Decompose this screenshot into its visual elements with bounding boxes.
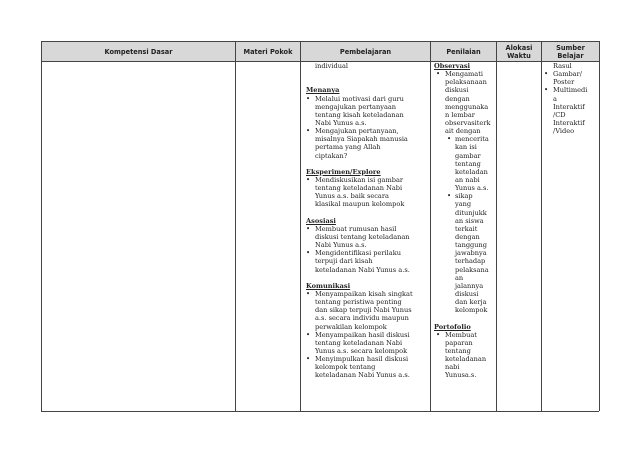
- menanya-item-1-line: • Melalui motivasi dari guru: [315, 95, 413, 103]
- observasi-subitem-2-line: an: [455, 273, 464, 282]
- observasi-subitem-2-line: kelompok: [455, 306, 488, 315]
- komunikasi-item-3: [306, 355, 413, 379]
- pembelajaran-cont-line: individual: [315, 62, 349, 70]
- eksperimen-item-1-line: tentang keteladanan Nabi: [315, 184, 403, 193]
- komunikasi-heading: Komunikasi: [306, 281, 351, 290]
- header-materi-pokok-text: Materi Pokok: [243, 47, 293, 56]
- asosiasi-item-1-line: • Membuat rumusan hasil: [315, 225, 413, 233]
- observasi-item-1-line: n lembar: [445, 110, 475, 119]
- komunikasi-item-1: [306, 290, 413, 331]
- asosiasi-heading: Asosiasi: [306, 216, 336, 225]
- observasi-item-1-line: observasiterk: [445, 118, 491, 127]
- menanya-heading: Menanya: [306, 86, 340, 95]
- sumber-item-1: [544, 70, 587, 86]
- sumber-cont-line: Rasul: [553, 62, 572, 70]
- asosiasi-item-2: [306, 249, 413, 273]
- observasi-item-1-line: • Mengamati: [445, 70, 490, 78]
- asosiasi-item-2-line: keteladanan Nabi Yunus a.s.: [315, 265, 410, 274]
- asosiasi-item-2-line: terpuji dari kisah: [315, 257, 373, 266]
- komunikasi-item-2: [306, 331, 413, 355]
- sumber-item-2: [544, 86, 587, 135]
- header-sumber-text-2: Belajar: [557, 51, 584, 60]
- komunikasi-item-1-line: tentang peristiwa penting: [315, 298, 402, 307]
- observasi-heading: Observasi: [434, 62, 471, 70]
- table-border-col3: [300, 41, 301, 411]
- observasi-item-1-line: diskusi: [445, 86, 469, 95]
- observasi-subitem-2-line: • sikap: [455, 192, 490, 200]
- observasi-subitem-2-line: an siswa: [455, 216, 484, 225]
- header-kompetensi-dasar-text: Kompetensi Dasar: [104, 47, 173, 56]
- observasi-subitem-2-line: terhadap: [455, 257, 486, 266]
- komunikasi-item-3-line: keteladanan Nabi Yunus a.s.: [315, 371, 410, 380]
- portofolio-item-1-line: Yunusa.s.: [445, 371, 477, 380]
- observasi-item-1: [434, 70, 490, 135]
- header-penilaian-text: Penilaian: [446, 47, 481, 56]
- observasi-subitem-1-line: • mencerita: [455, 135, 490, 143]
- observasi-subitem-2-line: pelaksana: [455, 265, 489, 274]
- menanya-item-1-line: mengajukan pertanyaan: [315, 102, 397, 111]
- eksperimen-item-1-line: klasikal maupun kelompok: [315, 200, 405, 209]
- menanya-item-2-line: • Mengajukan pertanyaan,: [315, 127, 413, 135]
- sumber-item-2-line: • Multimedi: [553, 86, 587, 94]
- table-bottom-border: [41, 411, 599, 412]
- portofolio-item-1-line: paparan: [445, 338, 473, 347]
- observasi-item-1-line: menggunaka: [445, 102, 489, 111]
- portofolio-item-1-line: tentang: [445, 346, 471, 355]
- header-alokasi-text-1: Alokasi: [505, 43, 533, 52]
- komunikasi-item-2-line: • Menyampaikan hasil diskusi: [315, 331, 413, 339]
- observasi-subitem-2-line: jalannya: [455, 281, 484, 290]
- eksperimen-item-1: [306, 176, 413, 209]
- portofolio-item-1-line: keteladanan: [445, 355, 487, 364]
- menanya-item-2-line: ciptakan?: [315, 151, 348, 160]
- menanya-item-2: [306, 127, 413, 160]
- observasi-subitem-1-line: kan isi: [455, 143, 477, 152]
- observasi-item-1-line: ait dengan: [445, 127, 481, 136]
- table-border-col6: [541, 41, 542, 411]
- header-alokasi-waktu: [497, 42, 541, 61]
- portofolio-item-1-line: nabi: [445, 363, 460, 372]
- header-pembelajaran: [301, 42, 430, 61]
- komunikasi-item-3-line: kelompok tentang: [315, 363, 376, 372]
- observasi-subitem-1-line: Yunus a.s.: [455, 184, 489, 193]
- observasi-subitem-2-line: ditunjukk: [455, 208, 487, 217]
- portofolio-item-1-line: • Membuat: [445, 331, 490, 339]
- header-pembelajaran-text: Pembelajaran: [339, 47, 392, 56]
- observasi-subitem-1-line: tentang: [455, 159, 481, 168]
- asosiasi-item-1: [306, 225, 413, 249]
- header-alokasi-text-2: Waktu: [507, 51, 531, 60]
- observasi-subitem-1-line: gambar: [455, 151, 481, 160]
- table-border-left: [41, 41, 42, 411]
- header-kompetensi-dasar: [42, 42, 235, 61]
- portofolio-item-1: [434, 331, 490, 380]
- observasi-subitem-2: [434, 192, 490, 314]
- observasi-subitem-2-line: dengan: [455, 232, 480, 241]
- sumber-cell: [544, 62, 587, 135]
- portofolio-heading: Portofolio: [434, 322, 471, 331]
- sumber-item-1-line: • Gambar/: [553, 70, 587, 78]
- observasi-item-1-line: pelaksanaan: [445, 78, 487, 87]
- table-border-right: [599, 41, 600, 411]
- observasi-subitem-2-line: dan kerja: [455, 298, 487, 307]
- observasi-subitem-1: [434, 135, 490, 192]
- header-sumber-text-1: Sumber: [556, 43, 585, 52]
- observasi-subitem-2-line: jawabnya: [455, 249, 487, 258]
- eksperimen-item-1-line: Yunus a.s. baik secara: [315, 192, 389, 201]
- header-materi-pokok: [236, 42, 300, 61]
- menanya-item-2-line: misalnya Siapakah manusia: [315, 135, 408, 144]
- komunikasi-item-3-line: • Menyimpulkan hasil diskusi: [315, 355, 413, 363]
- table-border-col5: [496, 41, 497, 411]
- pembelajaran-cell: [306, 62, 413, 379]
- table-border-col4: [430, 41, 431, 411]
- eksperimen-item-1-line: • Mendiskusikan isi gambar: [315, 176, 413, 184]
- header-sumber-belajar: [542, 42, 599, 61]
- komunikasi-item-1-line: dan sikap terpuji Nabi Yunus: [315, 306, 412, 315]
- observasi-item-1-line: dengan: [445, 94, 470, 103]
- asosiasi-item-2-line: • Mengidentifikasi perilaku: [315, 249, 413, 257]
- menanya-item-1: [306, 95, 413, 128]
- asosiasi-item-1-line: Nabi Yunus a.s.: [315, 241, 367, 250]
- komunikasi-item-1-line: perwakilan kelompok: [315, 322, 387, 331]
- komunikasi-item-2-line: Yunus a.s. secara kelompok: [315, 346, 408, 355]
- sumber-item-2-line: /CD: [553, 110, 566, 119]
- komunikasi-item-1-line: • Menyampaikan kisah singkat: [315, 290, 413, 298]
- asosiasi-item-1-line: diskusi tentang keteladanan: [315, 232, 410, 241]
- sumber-item-2-line: Interaktif: [553, 118, 585, 127]
- komunikasi-item-1-line: a.s. secara individu maupun: [315, 314, 409, 323]
- menanya-item-1-line: Nabi Yunus a.s.: [315, 118, 367, 127]
- eksperimen-heading: Eksperimen/Explore: [306, 167, 381, 176]
- header-penilaian: [431, 42, 496, 61]
- table-border-col2: [235, 41, 236, 411]
- sumber-item-2-line: /Video: [553, 127, 575, 136]
- sumber-item-2-line: Interaktif: [553, 102, 585, 111]
- observasi-subitem-2-line: tanggung: [455, 241, 487, 250]
- menanya-item-1-line: tentang kisah keteladanan: [315, 110, 404, 119]
- observasi-subitem-2-line: diskusi: [455, 289, 479, 298]
- observasi-subitem-2-line: yang: [455, 200, 472, 209]
- komunikasi-item-2-line: tentang keteladanan Nabi: [315, 338, 403, 347]
- sumber-item-1-line: Poster: [553, 78, 575, 87]
- observasi-subitem-1-line: keteladan: [455, 167, 488, 176]
- penilaian-cell: [434, 62, 490, 379]
- sumber-item-2-line: a: [553, 94, 557, 103]
- observasi-subitem-1-line: an nabi: [455, 175, 480, 184]
- observasi-subitem-2-line: terkait: [455, 224, 478, 233]
- menanya-item-2-line: pertama yang Allah: [315, 143, 381, 152]
